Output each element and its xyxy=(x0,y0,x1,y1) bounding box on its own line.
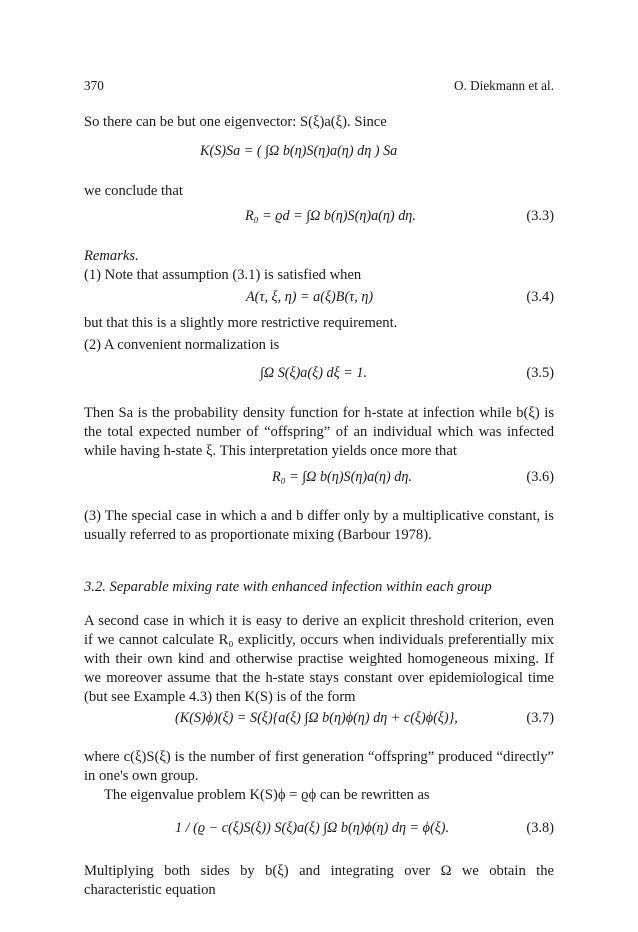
paragraph-1: So there can be but one eigenvector: S(ξ)a(ξ). Since xyxy=(84,114,387,130)
paragraph-3: but that this is a slightly more restrictive requirement. xyxy=(84,315,398,331)
paragraph-7: The eigenvalue problem K(S)ϕ = ϱϕ can be rewritten as xyxy=(104,787,430,803)
paragraph-2: we conclude that xyxy=(84,183,183,199)
equation-unnumbered: K(S)Sa = ( ∫Ω b(η)S(η)a(η) dη ) Sa xyxy=(200,143,398,159)
remarks-label: Remarks. xyxy=(84,248,139,264)
paragraph-6: where c(ξ)S(ξ) is the number of first generation “offspring” produced “directly” in one's own group. xyxy=(84,749,554,784)
section-title: 3.2. Separable mixing rate with enhanced infection within each group xyxy=(84,579,492,595)
equation-3-8: 1 / (ϱ − c(ξ)S(ξ)) S(ξ)a(ξ) ∫Ω b(η)ϕ(η) dη = ϕ(ξ). xyxy=(175,820,450,836)
remark-3: (3) The special case in which a and b differ only by a multiplicative constant, is usually referred to as proportionate mixing (Barbour 1978). xyxy=(84,508,554,543)
equation-3-7-number: (3.7) xyxy=(526,710,554,726)
paragraph-5: A second case in which it is easy to derive an explicit threshold criterion, even if we cannot calculate R₀ explicitly, occurs when individuals preferentially mix with their own kind and otherwise practise weighted homogeneous mixing. If we moreover assume that the h-state stays constant over epidemiological time (but see Example 4.3) then K(S) is of the form xyxy=(84,613,554,705)
equation-3-6-number: (3.6) xyxy=(526,469,554,485)
equation-3-4: A(τ, ξ, η) = a(ξ)B(τ, η) xyxy=(246,289,374,305)
remark-1: (1) Note that assumption (3.1) is satisfied when xyxy=(84,267,362,283)
paragraph-4: Then Sa is the probability density function for h-state at infection while b(ξ) is the total expected number of “offspring” of an individual which was infected while having h-state ξ. This interpretation yields once more that xyxy=(84,405,554,459)
equation-3-3: R₀ = ϱd = ∫Ω b(η)S(η)a(η) dη. xyxy=(245,208,416,224)
equation-3-5: ∫Ω S(ξ)a(ξ) dξ = 1. xyxy=(260,365,367,381)
equation-3-6: R₀ = ∫Ω b(η)S(η)a(η) dη. xyxy=(272,469,412,485)
equation-3-7: (K(S)ϕ)(ξ) = S(ξ){a(ξ) ∫Ω b(η)ϕ(η) dη + c(ξ)ϕ(ξ)}, xyxy=(175,710,458,726)
paragraph-8: Multiplying both sides by b(ξ) and integrating over Ω we obtain the characteristic equation xyxy=(84,863,554,898)
remark-2: (2) A convenient normalization is xyxy=(84,337,280,353)
equation-3-5-number: (3.5) xyxy=(526,365,554,381)
equation-3-4-number: (3.4) xyxy=(526,289,554,305)
running-head: O. Diekmann et al. xyxy=(454,78,554,93)
page-number: 370 xyxy=(84,78,104,93)
equation-3-8-number: (3.8) xyxy=(526,820,554,836)
equation-3-3-number: (3.3) xyxy=(526,208,554,224)
